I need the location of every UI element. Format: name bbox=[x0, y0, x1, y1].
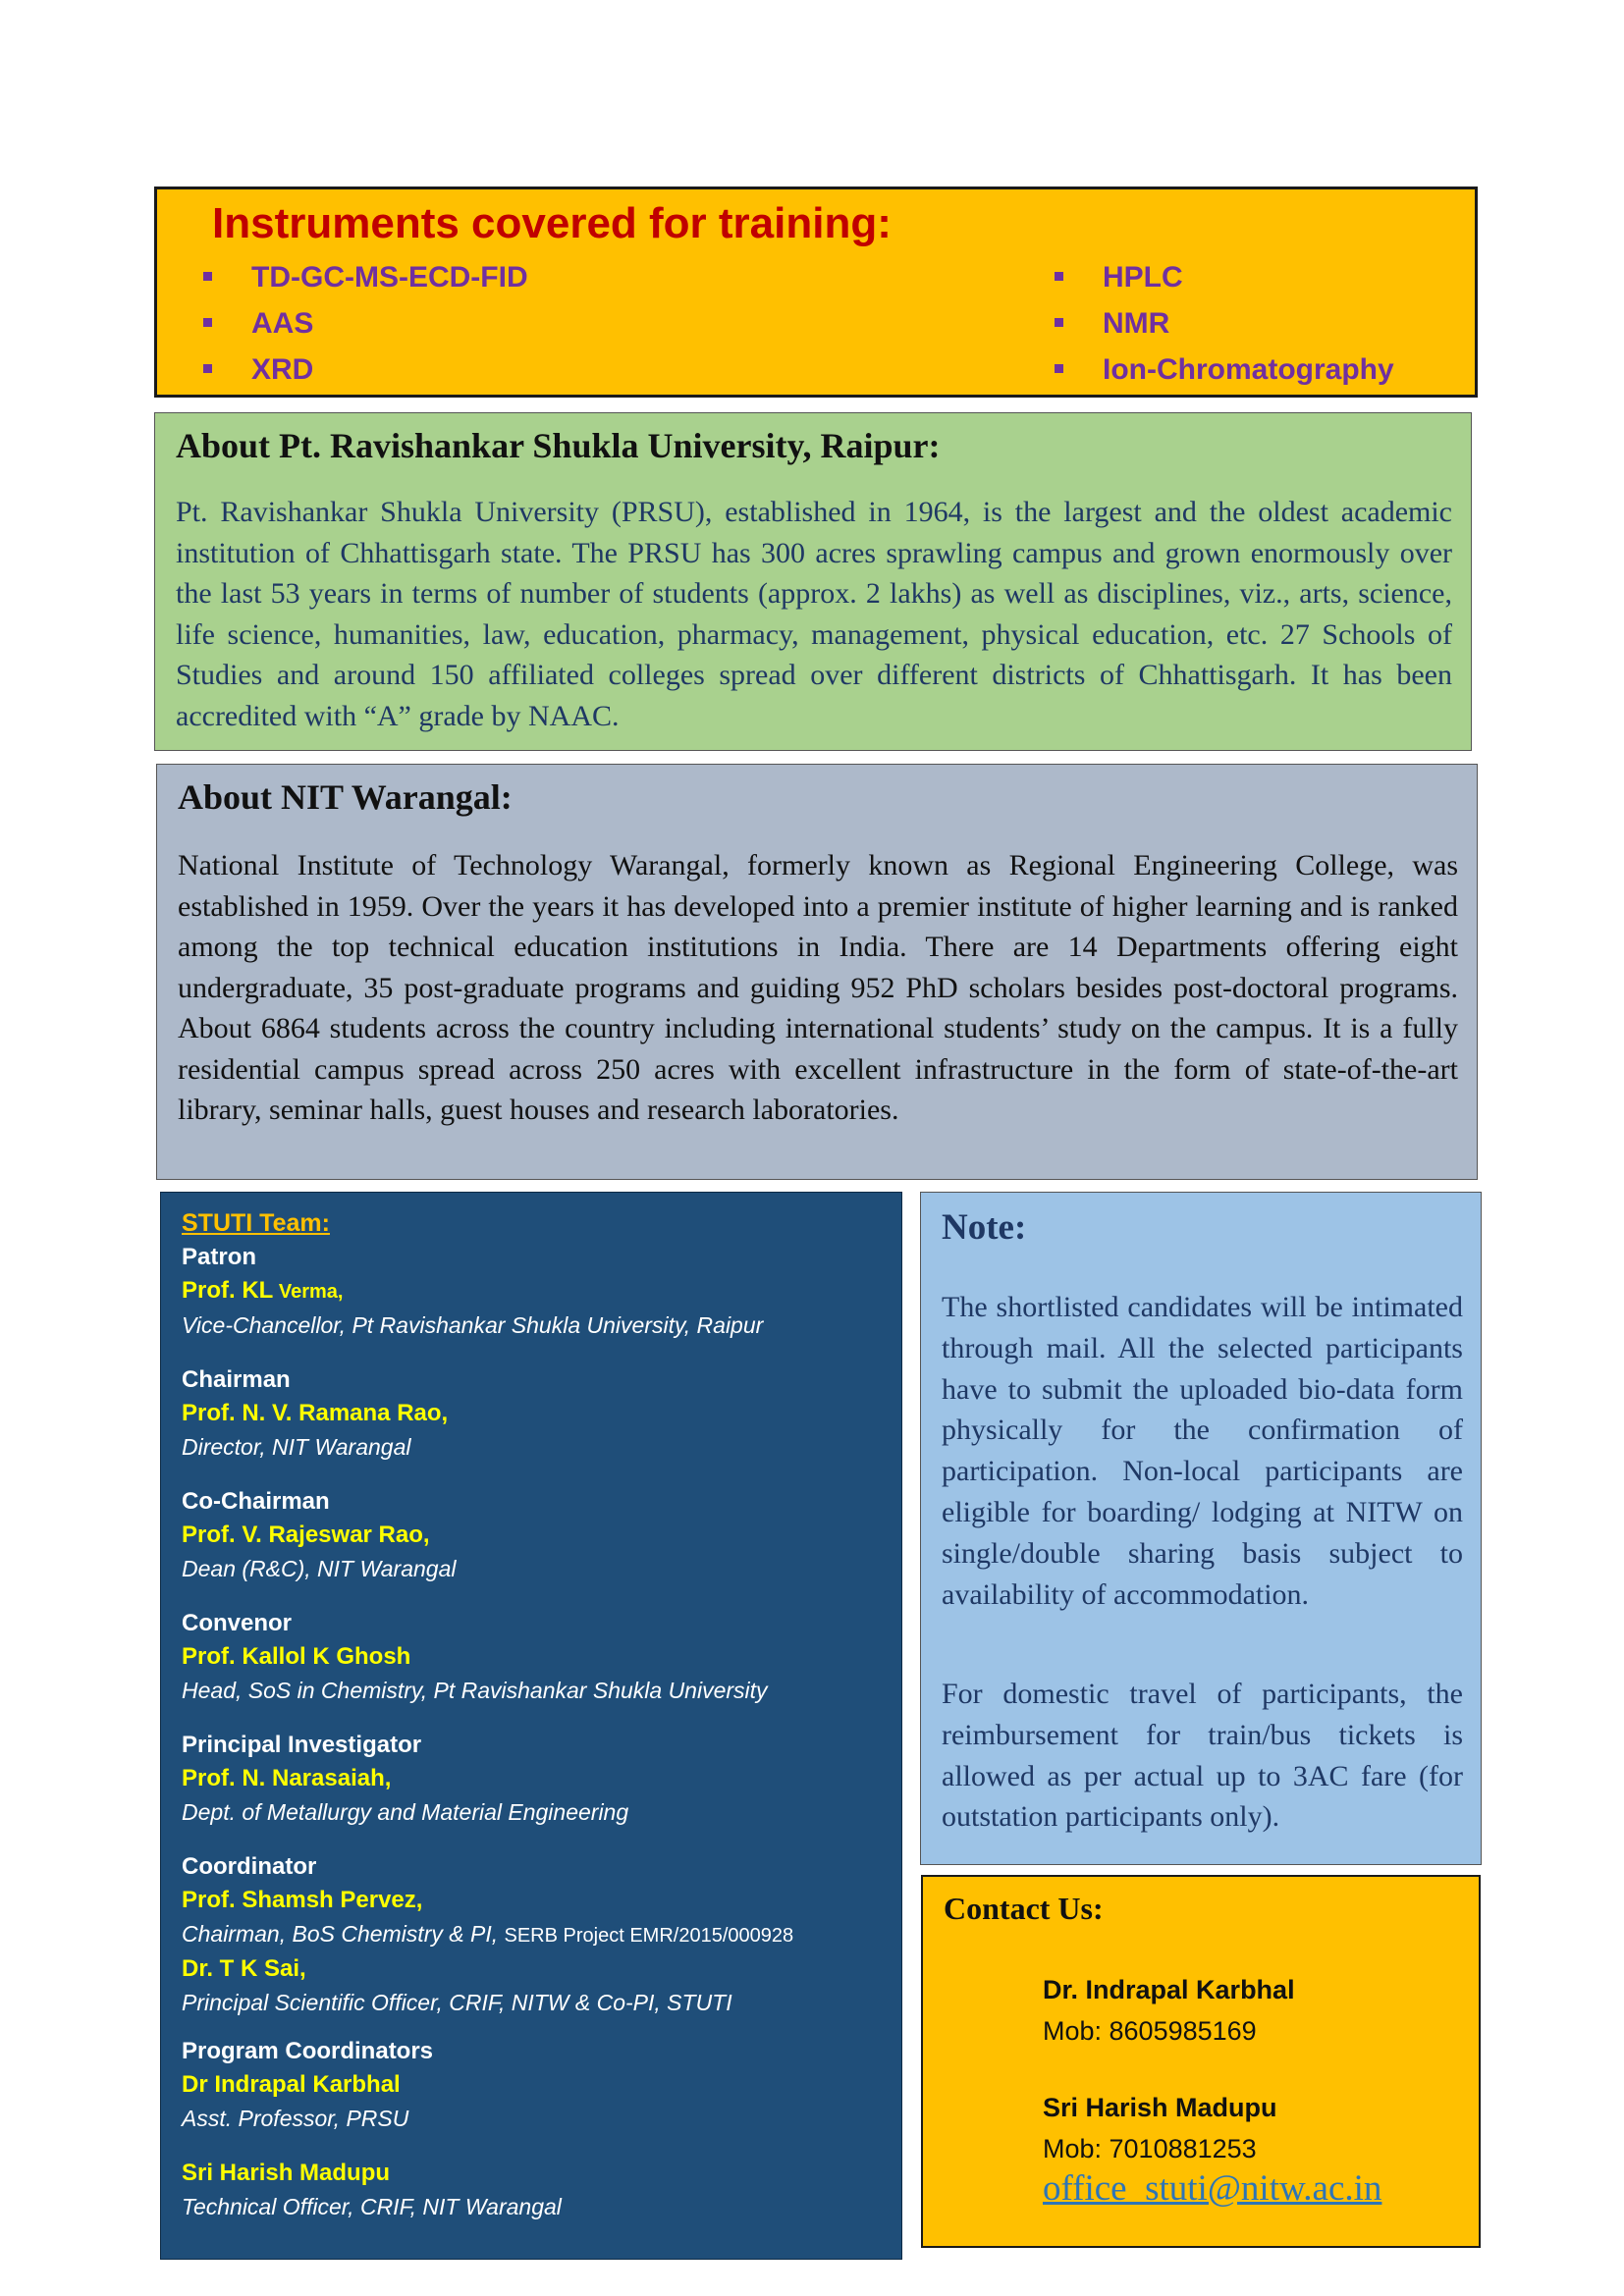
contact-name: Sri Harish Madupu bbox=[1043, 2093, 1277, 2122]
team-member-name: Prof. KL Verma, bbox=[182, 1277, 344, 1304]
contact-box bbox=[921, 1875, 1481, 2248]
team-group-pi bbox=[182, 1729, 901, 1829]
contact-title: Contact Us: bbox=[944, 1891, 1104, 1926]
square-bullet-icon bbox=[203, 318, 212, 327]
team-group-program bbox=[182, 2035, 901, 2223]
team-group-cochairman bbox=[182, 1485, 901, 1585]
team-member-name: Prof. N. V. Ramana Rao, bbox=[182, 1400, 449, 1426]
team-member-desc: Asst. Professor, PRSU bbox=[182, 2106, 409, 2131]
team-member-name: Dr. T K Sai, bbox=[182, 1955, 306, 1982]
team-member-desc: Dean (R&C), NIT Warangal bbox=[182, 1556, 457, 1581]
note-paragraph: The shortlisted candidates will be intimated through mail. All the selected participants have to submit the uploaded bio-data form physically for the confirmation of participation. Non-local participants are eligible for boarding/ lodging at NITW on single/double sharing basis subject to availability of accommodation. bbox=[942, 1291, 1463, 1611]
team-member-name: Prof. N. Narasaiah, bbox=[182, 1765, 392, 1791]
team-member-name: Dr Indrapal Karbhal bbox=[182, 2071, 401, 2098]
team-role: Convenor bbox=[182, 1610, 293, 1636]
square-bullet-icon bbox=[203, 364, 212, 373]
team-member-name: Sri Harish Madupu bbox=[182, 2160, 391, 2186]
team-role: Program Coordinators bbox=[182, 2038, 434, 2064]
team-group-chairman bbox=[182, 1363, 901, 1464]
team-member-desc: Chairman, BoS Chemistry & PI, SERB Project EMR/2015/000928 bbox=[182, 1921, 794, 1947]
team-member-desc: Dept. of Metallurgy and Material Engineering bbox=[182, 1799, 629, 1825]
team-member-desc: Vice-Chancellor, Pt Ravishankar Shukla University, Raipur bbox=[182, 1312, 764, 1338]
team-member-name: Prof. V. Rajeswar Rao, bbox=[182, 1522, 430, 1548]
instrument-item: NMR bbox=[1055, 300, 1394, 347]
note-title: Note: bbox=[942, 1207, 1027, 1248]
about-nit-text: National Institute of Technology Warangal, formerly known as Regional Engineering College, was established in 1959. Over the years it has developed into a premier institute of higher learning and is ranked among the top technical education institutions in India. There are 14 Departments offering eight undergraduate, 35 post-graduate programs and guiding 952 PhD scholars besides post-doctoral programs. About 6864 students across the country including international students’ study on the campus. It is a fully residential campus spread across 250 acres with excellent infrastructure in the form of state-of-the-art library, seminar halls, guest houses and research laboratories. bbox=[178, 849, 1458, 1126]
instrument-item: Ion-Chromatography bbox=[1055, 347, 1394, 393]
contact-mobile: Mob: 8605985169 bbox=[1043, 2016, 1257, 2046]
team-role: Principal Investigator bbox=[182, 1732, 422, 1758]
square-bullet-icon bbox=[203, 272, 212, 281]
about-prsu-box bbox=[154, 412, 1472, 751]
about-nit-box bbox=[156, 764, 1478, 1180]
team-member-desc: Director, NIT Warangal bbox=[182, 1434, 411, 1460]
about-prsu-text: Pt. Ravishankar Shukla University (PRSU), established in 1964, is the largest and the oldest academic institution of Chhattisgarh state. The PRSU has 300 acres sprawling campus and grown enormously over the last 53 years in terms of number of students (approx. 2 lakhs) as well as disciplines, viz., arts, science, life science, humanities, law, education, pharmacy, management, physical education, etc. 27 Schools of Studies and around 150 affiliated colleges spread over different districts of Chhattisgarh. It has been accredited with “A” grade by NAAC. bbox=[176, 496, 1452, 732]
instruments-list-left bbox=[203, 254, 528, 393]
team-group-convenor bbox=[182, 1607, 901, 1707]
instrument-item: AAS bbox=[203, 300, 528, 347]
team-group-patron bbox=[182, 1241, 901, 1342]
team-member-name: Prof. Shamsh Pervez, bbox=[182, 1887, 423, 1913]
about-prsu-title: About Pt. Ravishankar Shukla University, Raipur: bbox=[176, 426, 941, 465]
instrument-item: XRD bbox=[203, 347, 528, 393]
square-bullet-icon bbox=[1055, 318, 1063, 327]
team-role: Patron bbox=[182, 1244, 257, 1270]
team-title: STUTI Team: bbox=[182, 1209, 330, 1237]
contact-email-link[interactable]: office_stuti@nitw.ac.in bbox=[1043, 2168, 1382, 2209]
team-role: Co-Chairman bbox=[182, 1488, 330, 1515]
contact-mobile: Mob: 7010881253 bbox=[1043, 2134, 1257, 2163]
note-box bbox=[920, 1192, 1482, 1865]
team-member-desc: Technical Officer, CRIF, NIT Warangal bbox=[182, 2194, 562, 2219]
team-role: Coordinator bbox=[182, 1853, 317, 1880]
team-member-name: Prof. Kallol K Ghosh bbox=[182, 1643, 411, 1670]
square-bullet-icon bbox=[1055, 364, 1063, 373]
square-bullet-icon bbox=[1055, 272, 1063, 281]
instruments-list-right bbox=[1055, 254, 1394, 393]
instruments-box bbox=[154, 187, 1478, 398]
instrument-item: HPLC bbox=[1055, 254, 1394, 300]
team-member-desc: Principal Scientific Officer, CRIF, NITW & Co-PI, STUTI bbox=[182, 1990, 732, 2015]
team-member-desc: Head, SoS in Chemistry, Pt Ravishankar Shukla University bbox=[182, 1678, 768, 1703]
team-group-coordinator bbox=[182, 1850, 901, 2019]
team-role: Chairman bbox=[182, 1366, 291, 1393]
stuti-team-box bbox=[160, 1192, 902, 2260]
note-paragraph: For domestic travel of participants, the reimbursement for train/bus tickets is allowed as per actual up to 3AC fare (for outstation participants only). bbox=[942, 1678, 1463, 1834]
instruments-title: Instruments covered for training: bbox=[212, 199, 892, 247]
about-nit-title: About NIT Warangal: bbox=[178, 777, 513, 817]
contact-name: Dr. Indrapal Karbhal bbox=[1043, 1975, 1295, 2004]
instrument-item: TD-GC-MS-ECD-FID bbox=[203, 254, 528, 300]
